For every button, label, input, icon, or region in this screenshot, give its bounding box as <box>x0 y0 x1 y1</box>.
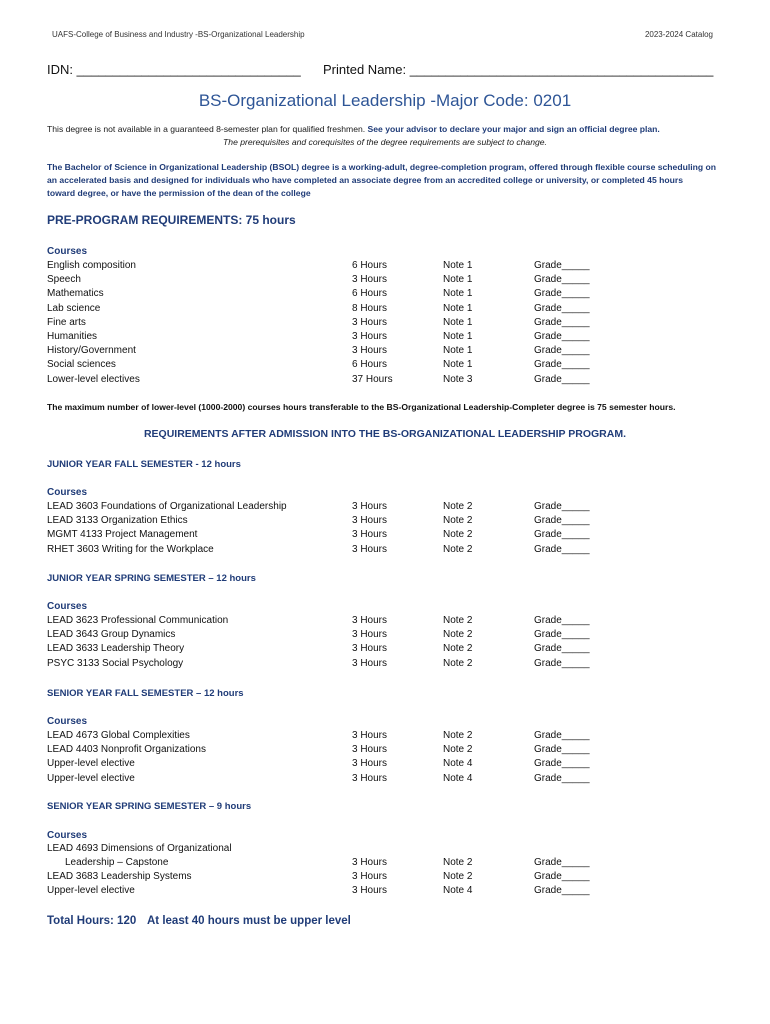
course-name: MGMT 4133 Project Management <box>47 529 198 541</box>
grade-blank: Grade_____ <box>534 288 590 300</box>
course-hours: 8 Hours <box>352 302 388 314</box>
intro-plain: This degree is not available in a guaranteed 8-semester plan for qualified freshmen. <box>47 124 368 134</box>
courses-label: Courses <box>47 830 88 841</box>
course-hours: 3 Hours <box>352 331 388 342</box>
course-note: Note 4 <box>443 758 473 770</box>
course-name: LEAD 3133 Organization Ethics <box>47 515 188 527</box>
grade-blank: Grade_____ <box>534 857 590 868</box>
grade-blank: Grade_____ <box>534 331 590 342</box>
course-hours: 3 Hours <box>352 657 388 669</box>
grade-blank: Grade_____ <box>534 359 590 371</box>
semester-title: SENIOR YEAR SPRING SEMESTER – 9 hours <box>47 801 252 812</box>
course-note: Note 2 <box>443 515 473 527</box>
courses-label: Courses <box>47 246 88 257</box>
course-row <box>47 317 647 331</box>
course-row <box>47 544 647 558</box>
course-name: Mathematics <box>47 288 104 300</box>
course-name: Humanities <box>47 331 98 342</box>
course-name: LEAD 3643 Group Dynamics <box>47 629 176 641</box>
course-hours: 3 Hours <box>352 772 388 784</box>
course-row <box>47 629 647 643</box>
courses-label: Courses <box>47 487 88 498</box>
course-name: LEAD 3603 Foundations of Organizational Leadership <box>47 501 287 512</box>
course-hours: 6 Hours <box>352 359 388 371</box>
course-row <box>47 643 647 657</box>
course-name: Social sciences <box>47 359 116 371</box>
course-note: Note 1 <box>443 302 473 314</box>
course-note: Note 2 <box>443 871 473 883</box>
course-name: Speech <box>47 274 81 286</box>
course-row <box>47 260 647 274</box>
courses-label: Courses <box>47 601 88 612</box>
course-hours: 3 Hours <box>352 629 388 641</box>
course-hours: 3 Hours <box>352 515 388 527</box>
course-note: Note 1 <box>443 288 473 300</box>
grade-blank: Grade_____ <box>534 543 590 555</box>
course-name: Upper-level elective <box>47 885 135 897</box>
course-row <box>47 857 647 871</box>
course-note: Note 2 <box>443 543 473 555</box>
grade-blank: Grade_____ <box>534 302 590 314</box>
course-note: Note 3 <box>443 373 473 385</box>
grade-blank: Grade_____ <box>534 772 590 784</box>
course-row <box>47 501 647 515</box>
catalog-header-left: UAFS-College of Business and Industry -BS-Organizational Leadership <box>52 30 305 39</box>
course-name: Fine arts <box>47 316 86 328</box>
idn-field: IDN: _______________________________ <box>47 62 301 77</box>
course-hours: 3 Hours <box>352 643 388 655</box>
course-note: Note 2 <box>443 857 473 868</box>
course-hours: 3 Hours <box>352 316 388 328</box>
grade-blank: Grade_____ <box>534 515 590 527</box>
course-name: English composition <box>47 260 136 271</box>
course-hours: 6 Hours <box>352 260 388 271</box>
course-hours: 3 Hours <box>352 730 388 741</box>
semester-title: JUNIOR YEAR FALL SEMESTER - 12 hours <box>47 459 241 470</box>
grade-blank: Grade_____ <box>534 744 590 756</box>
page-title: BS-Organizational Leadership -Major Code: 0201 <box>198 91 572 110</box>
course-hours: 37 Hours <box>352 373 393 385</box>
grade-blank: Grade_____ <box>534 657 590 669</box>
course-name: History/Government <box>47 345 136 357</box>
course-row <box>47 359 647 373</box>
course-row <box>47 345 647 359</box>
course-name: Upper-level elective <box>47 758 135 770</box>
course-name: LEAD 3633 Leadership Theory <box>47 643 185 655</box>
intro-advisor-note: See your advisor to declare your major and sign an official degree plan. <box>367 124 660 134</box>
course-note: Note 2 <box>443 730 473 741</box>
course-note: Note 2 <box>443 615 473 626</box>
grade-blank: Grade_____ <box>534 501 590 512</box>
course-note: Note 2 <box>443 629 473 641</box>
courses-label: Courses <box>47 716 88 727</box>
course-name: LEAD 3623 Professional Communication <box>47 615 229 626</box>
course-row <box>47 529 647 543</box>
course-hours: 3 Hours <box>352 501 388 512</box>
course-hours: 3 Hours <box>352 744 388 756</box>
grade-blank: Grade_____ <box>534 373 590 385</box>
intro-paragraph-line-1: The Bachelor of Science in Organizational Leadership (BSOL) degree is a working-adult, degree-completion program, offered through flexible course scheduling on <box>47 162 716 172</box>
course-hours: 3 Hours <box>352 615 388 626</box>
semester-title: JUNIOR YEAR SPRING SEMESTER – 12 hours <box>47 573 256 584</box>
course-name: LEAD 4673 Global Complexities <box>47 730 190 741</box>
grade-blank: Grade_____ <box>534 274 590 286</box>
course-name: RHET 3603 Writing for the Workplace <box>47 543 214 555</box>
course-note: Note 2 <box>443 643 473 655</box>
printed-name-field: Printed Name: __________________________________________ <box>323 62 714 77</box>
intro-paragraph-line-2: an accelerated basis and designed for individuals who have completed an associate degree from an accredited college or university, or completed 45 hours <box>47 175 683 185</box>
course-name: LEAD 3683 Leadership Systems <box>47 871 192 883</box>
course-row <box>47 744 647 758</box>
course-note: Note 1 <box>443 359 473 371</box>
grade-blank: Grade_____ <box>534 885 590 897</box>
course-row <box>47 885 647 899</box>
course-note: Note 2 <box>443 529 473 541</box>
course-name: PSYC 3133 Social Psychology <box>47 657 184 669</box>
intro-subject-to-change: The prerequisites and corequisites of the degree requirements are subject to change. <box>223 137 547 147</box>
course-hours: 3 Hours <box>352 857 388 868</box>
grade-blank: Grade_____ <box>534 758 590 770</box>
course-row <box>47 515 647 529</box>
course-first-line <box>47 843 647 857</box>
course-name: Lower-level electives <box>47 373 140 385</box>
course-hours: 3 Hours <box>352 871 388 883</box>
course-hours: 3 Hours <box>352 885 388 897</box>
course-row <box>47 331 647 345</box>
course-note: Note 1 <box>443 345 473 357</box>
course-note: Note 2 <box>443 657 473 669</box>
intro-paragraph-line-3: toward degree, or have the permission of the dean of the college <box>47 188 311 198</box>
course-row <box>47 274 647 288</box>
course-row <box>47 730 647 744</box>
course-hours: 3 Hours <box>352 345 388 357</box>
course-hours: 6 Hours <box>352 288 388 300</box>
grade-blank: Grade_____ <box>534 629 590 641</box>
course-name: LEAD 4693 Dimensions of Organizational <box>47 843 232 854</box>
grade-blank: Grade_____ <box>534 643 590 655</box>
course-note: Note 1 <box>443 260 473 271</box>
course-name: Leadership – Capstone <box>65 857 169 868</box>
course-row <box>47 615 647 629</box>
total-hours: Total Hours: 120 <box>47 915 137 927</box>
course-name: Upper-level elective <box>47 772 135 784</box>
course-name: Lab science <box>47 302 101 314</box>
grade-blank: Grade_____ <box>534 316 590 328</box>
pre-program-title: PRE-PROGRAM REQUIREMENTS: 75 hours <box>47 213 296 227</box>
course-hours: 3 Hours <box>352 529 388 541</box>
intro-line-1 <box>47 124 737 134</box>
course-hours: 3 Hours <box>352 758 388 770</box>
course-row <box>47 374 647 388</box>
after-admission-title: REQUIREMENTS AFTER ADMISSION INTO THE BS-ORGANIZATIONAL LEADERSHIP PROGRAM. <box>143 428 627 440</box>
course-note: Note 1 <box>443 331 473 342</box>
course-note: Note 4 <box>443 885 473 897</box>
grade-blank: Grade_____ <box>534 345 590 357</box>
course-note: Note 1 <box>443 316 473 328</box>
max-transfer-note: The maximum number of lower-level (1000-2000) courses hours transferable to the BS-Organizational Leadership-Completer degree is 75 semester hours. <box>47 402 676 412</box>
course-row <box>47 758 647 772</box>
course-row <box>47 871 647 885</box>
course-name: LEAD 4403 Nonprofit Organizations <box>47 744 206 756</box>
course-note: Note 2 <box>443 501 473 512</box>
grade-blank: Grade_____ <box>534 730 590 741</box>
course-note: Note 2 <box>443 744 473 756</box>
course-row <box>47 658 647 672</box>
upper-level-note: At least 40 hours must be upper level <box>147 915 351 927</box>
course-note: Note 1 <box>443 274 473 286</box>
grade-blank: Grade_____ <box>534 615 590 626</box>
semester-title: SENIOR YEAR FALL SEMESTER – 12 hours <box>47 688 244 699</box>
grade-blank: Grade_____ <box>534 260 590 271</box>
catalog-year: 2023-2024 Catalog <box>644 30 713 39</box>
grade-blank: Grade_____ <box>534 529 590 541</box>
course-hours: 3 Hours <box>352 543 388 555</box>
course-hours: 3 Hours <box>352 274 388 286</box>
course-row <box>47 288 647 302</box>
course-row <box>47 773 647 787</box>
course-row <box>47 303 647 317</box>
course-note: Note 4 <box>443 772 473 784</box>
grade-blank: Grade_____ <box>534 871 590 883</box>
